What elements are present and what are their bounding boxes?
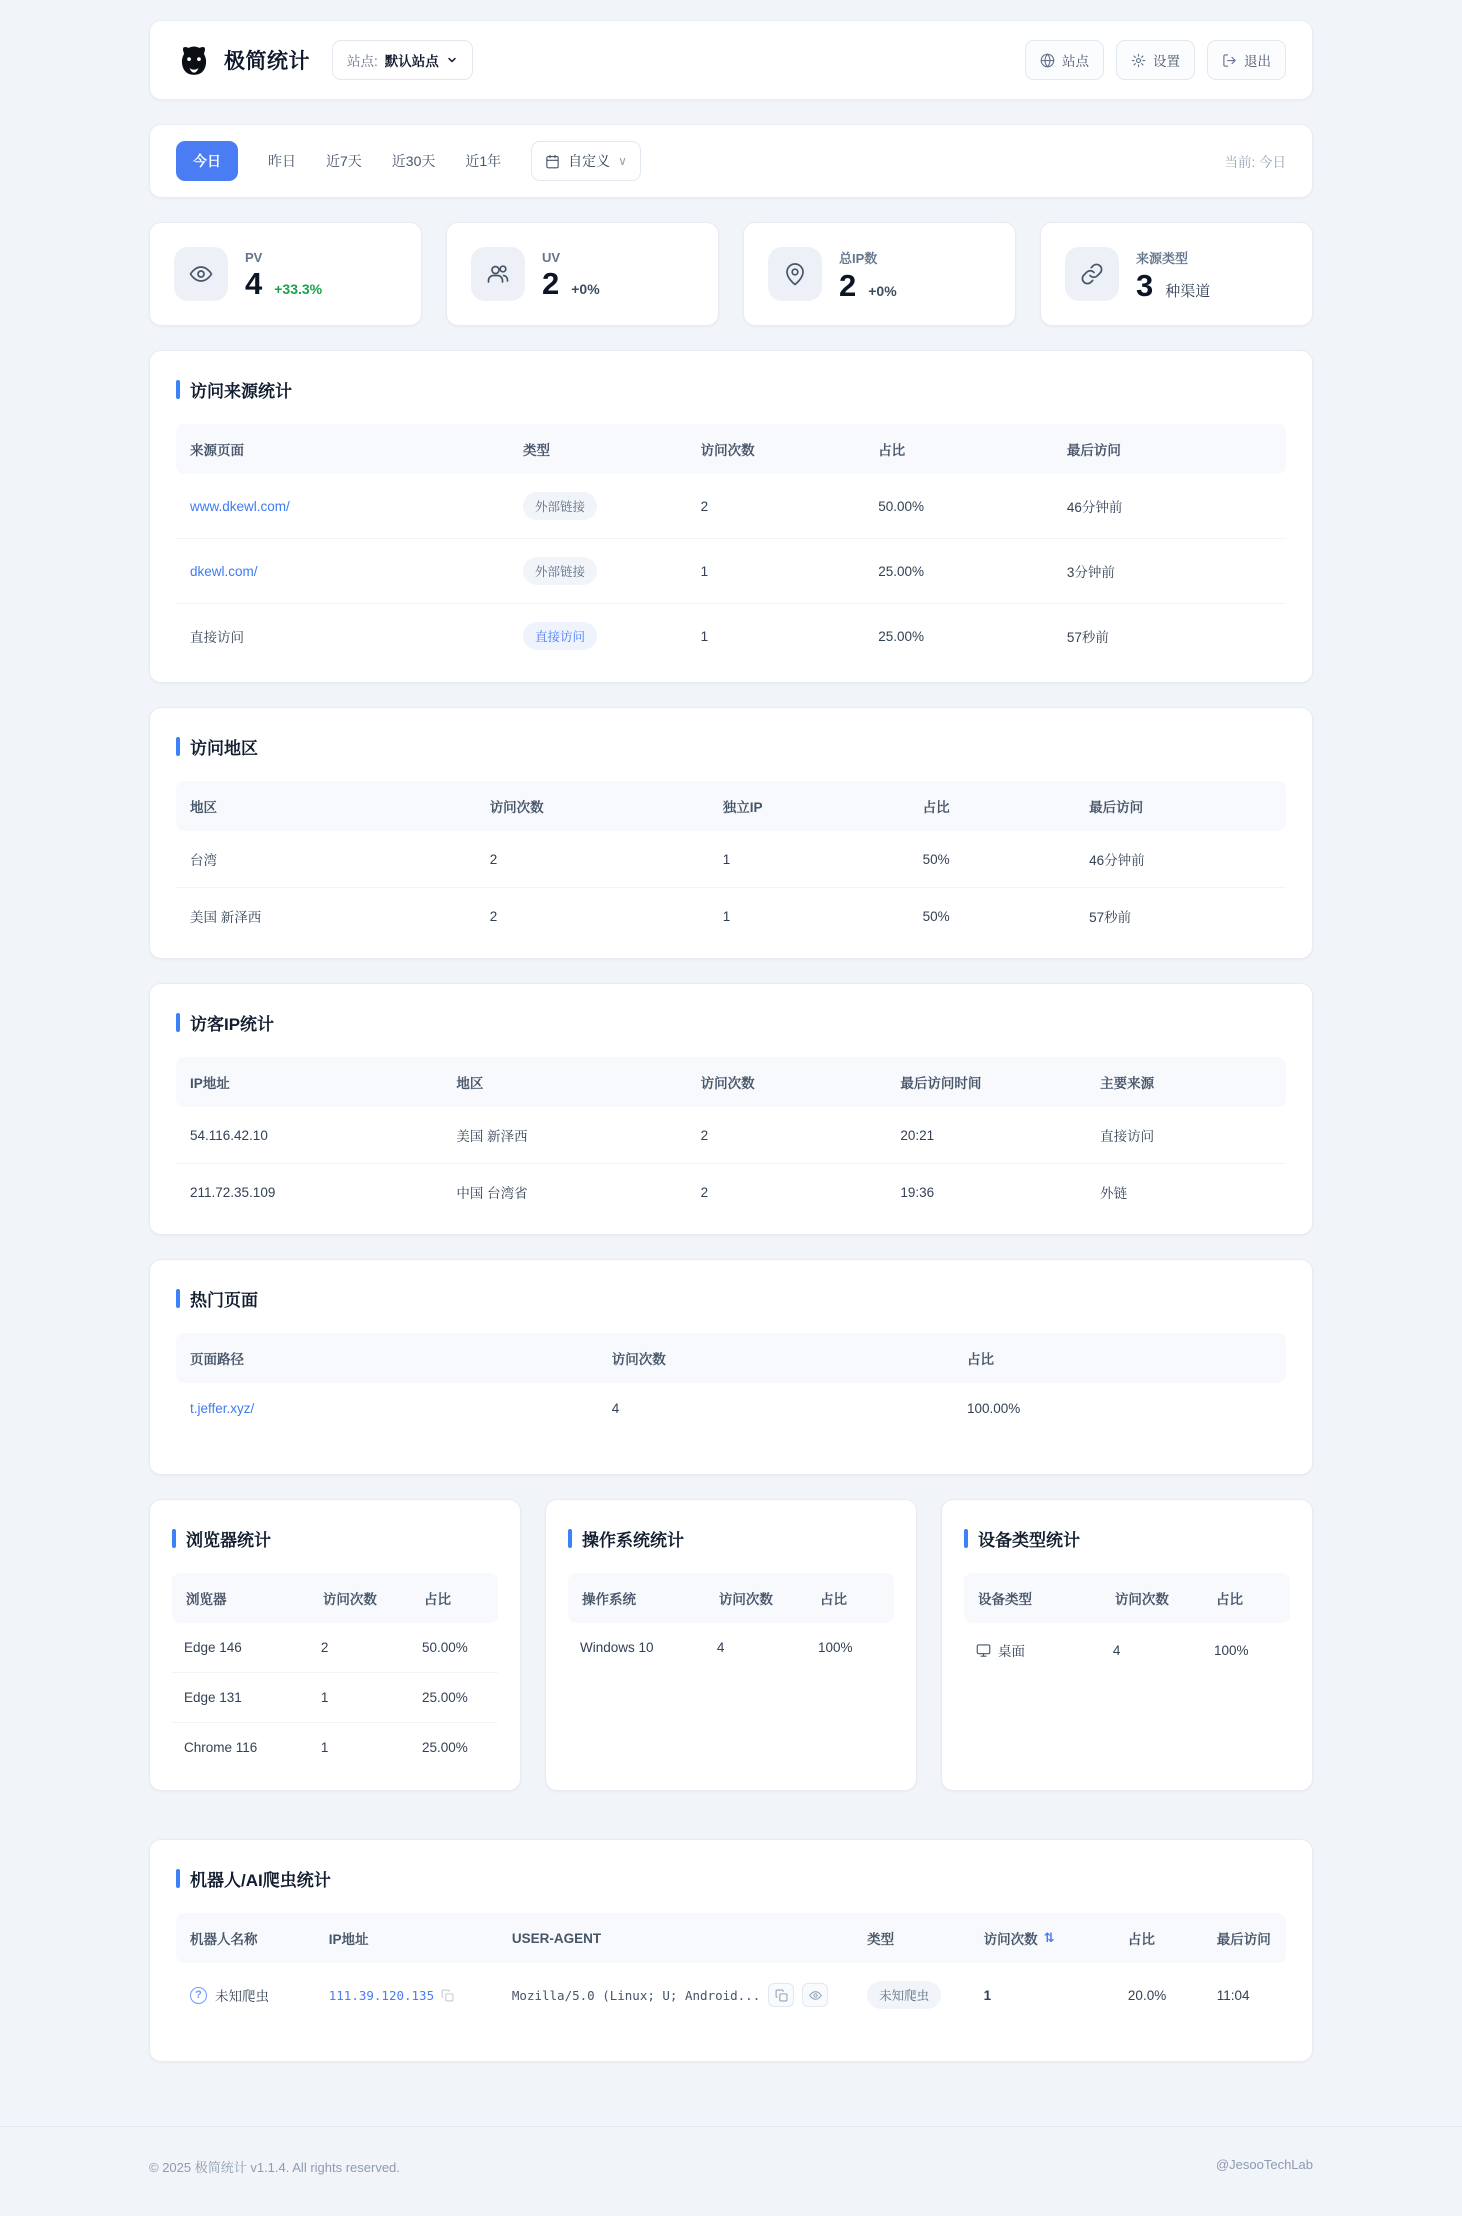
visitor-ip-table	[176, 1057, 1286, 1220]
last-visit-cell: 3分钟前	[1053, 539, 1286, 604]
stat-value: 2	[839, 267, 857, 303]
link-icon	[1065, 247, 1119, 301]
column-header: 操作系统	[568, 1573, 705, 1623]
column-header: 最后访问	[1053, 424, 1286, 474]
column-header: 类型	[853, 1913, 970, 1963]
bot-type-badge: 未知爬虫	[867, 1981, 941, 2009]
section-title: 机器人/AI爬虫统计	[190, 1871, 331, 1890]
percent-cell: 50%	[922, 851, 950, 867]
column-header: 访问次数	[687, 1057, 887, 1107]
visits-cell: 2	[476, 888, 709, 945]
table-row	[176, 1383, 1286, 1434]
column-header-label: 访问次数	[983, 1932, 1038, 1947]
table-row	[568, 1623, 894, 1672]
column-header: 访问次数	[598, 1333, 953, 1383]
tab-today[interactable]: 今日	[176, 141, 238, 181]
copyright-text: © 2025 极简统计 v1.1.4. All rights reserved.	[149, 2160, 400, 2175]
accent-bar	[176, 737, 180, 756]
logout-icon	[1222, 53, 1237, 68]
column-header: 主要来源	[1086, 1057, 1286, 1107]
page-path-link[interactable]: t.jeffer.xyz/	[190, 1401, 255, 1416]
browser-cell: Edge 146	[184, 1640, 242, 1655]
copy-icon[interactable]	[441, 1989, 454, 2002]
last-visit-cell: 46分钟前	[1089, 853, 1145, 868]
map-pin-icon	[768, 247, 822, 301]
tab-7days[interactable]: 近7天	[326, 153, 362, 169]
top-pages-table	[176, 1333, 1286, 1434]
site-selector[interactable]	[332, 40, 473, 80]
bot-ip-cell: 111.39.120.135	[328, 1987, 435, 2003]
bot-name-cell: 未知爬虫	[215, 1989, 269, 2004]
settings-button-label: 设置	[1153, 54, 1180, 69]
last-visit-cell: 46分钟前	[1066, 500, 1123, 515]
accent-bar	[176, 380, 180, 399]
stat-suffix: 种渠道	[1165, 282, 1211, 300]
unique-ip-cell: 1	[722, 851, 731, 867]
percent-cell: 100%	[1213, 1642, 1249, 1658]
stat-cards	[149, 222, 1313, 326]
browser-stats-card	[149, 1499, 521, 1791]
accent-bar	[172, 1529, 176, 1548]
device-cell: 桌面	[998, 1644, 1025, 1659]
current-range-text: 当前: 今日	[1224, 155, 1286, 170]
stat-card-source-types	[1040, 222, 1313, 326]
visits-cell: 4	[716, 1640, 725, 1655]
dashboard-page	[149, 0, 1313, 2062]
percent-cell: 50%	[909, 888, 1076, 945]
percent-cell: 100%	[817, 1640, 853, 1655]
table-row	[176, 1164, 1286, 1221]
visits-cell: 2	[489, 851, 498, 867]
ip-cell: 54.116.42.10	[190, 1127, 268, 1143]
tab-30days[interactable]: 近30天	[391, 153, 436, 169]
breakdown-cards	[149, 1499, 1313, 1791]
section-title: 设备类型统计	[978, 1531, 1080, 1550]
copy-ua-button[interactable]	[768, 1983, 794, 2007]
section-title: 访客IP统计	[190, 1015, 275, 1034]
settings-button[interactable]	[1116, 40, 1195, 80]
device-table	[964, 1573, 1290, 1677]
column-header: 访问次数	[687, 424, 865, 474]
percent-cell: 50.00%	[878, 498, 924, 514]
os-table	[568, 1573, 894, 1672]
users-icon	[471, 247, 525, 301]
source-page-text: 直接访问	[176, 604, 509, 669]
last-visit-cell: 20:21	[900, 1127, 935, 1143]
tab-1year[interactable]: 近1年	[465, 153, 502, 169]
custom-range-label: 自定义	[568, 153, 611, 169]
bots-section	[149, 1839, 1313, 2062]
gear-icon	[1131, 53, 1146, 68]
visits-cell: 2	[700, 1127, 709, 1143]
top-pages-section	[149, 1259, 1313, 1475]
table-row	[176, 888, 1286, 945]
column-header-sortable[interactable]	[970, 1913, 1114, 1963]
footer-brand: @JesooTechLab	[1215, 2157, 1313, 2172]
sites-button-label: 站点	[1062, 54, 1089, 69]
percent-cell: 25.00%	[864, 539, 1053, 604]
main-source-cell: 外链	[1086, 1164, 1286, 1221]
column-header: 地区	[442, 1057, 686, 1107]
globe-icon	[1040, 53, 1055, 68]
column-header: 占比	[909, 781, 1076, 831]
last-visit-cell: 19:36	[886, 1164, 1086, 1221]
column-header: 来源页面	[176, 424, 509, 474]
stat-card-total-ip	[743, 222, 1016, 326]
visits-cell: 1	[687, 539, 865, 604]
column-header: 类型	[509, 424, 687, 474]
help-circle-icon: ?	[190, 1987, 207, 2004]
stat-value: 2	[542, 265, 560, 301]
last-visit-cell: 11:04	[1216, 1987, 1250, 2003]
column-header: 机器人名称	[176, 1913, 315, 1963]
regions-section	[149, 707, 1313, 959]
section-title: 热门页面	[190, 1291, 258, 1310]
table-row	[176, 474, 1286, 539]
tab-yesterday[interactable]: 昨日	[268, 153, 296, 169]
visits-cell: 1	[687, 604, 865, 669]
percent-cell: 20.0%	[1127, 1987, 1167, 2003]
region-cell: 中国 台湾省	[442, 1164, 686, 1221]
stat-delta: +33.3%	[274, 280, 323, 297]
column-header: 占比	[953, 1333, 1286, 1383]
column-header: 占比	[806, 1573, 894, 1623]
sites-button[interactable]	[1025, 40, 1104, 80]
table-row	[176, 1107, 1286, 1164]
stat-card-pv	[149, 222, 422, 326]
regions-table	[176, 781, 1286, 944]
accent-bar	[176, 1869, 180, 1888]
sources-section	[149, 350, 1313, 683]
visits-cell: 2	[700, 498, 709, 514]
os-stats-card	[545, 1499, 917, 1791]
column-header: 最后访问时间	[886, 1057, 1086, 1107]
table-row	[176, 604, 1286, 669]
column-header: 访问次数	[476, 781, 709, 831]
monitor-icon	[976, 1643, 991, 1658]
app-header	[149, 20, 1313, 100]
chevron-down-icon	[446, 54, 458, 66]
page-title: 极简统计	[224, 50, 310, 73]
column-header: IP地址	[315, 1913, 498, 1963]
visits-cell: 1	[309, 1723, 410, 1773]
section-title: 访问来源统计	[190, 382, 292, 401]
column-header: 页面路径	[176, 1333, 598, 1383]
user-agent-cell: Mozilla/5.0 (Linux; U; Android...	[511, 1987, 761, 2003]
view-ua-button[interactable]	[802, 1983, 828, 2007]
accent-bar	[176, 1013, 180, 1032]
footer	[0, 2126, 1462, 2216]
stat-delta: +0%	[868, 282, 897, 299]
table-row	[172, 1673, 498, 1723]
header-actions	[1025, 40, 1286, 80]
table-row	[176, 1963, 1286, 2027]
visits-cell: 4	[1112, 1642, 1121, 1658]
table-row	[176, 539, 1286, 604]
column-header: 占比	[1114, 1913, 1203, 1963]
stat-card-uv	[446, 222, 719, 326]
stat-label: PV	[245, 249, 263, 265]
ip-cell: 211.72.35.109	[176, 1164, 442, 1221]
visitor-ip-section	[149, 983, 1313, 1235]
percent-cell: 25.00%	[410, 1723, 498, 1773]
column-header: 地区	[176, 781, 476, 831]
os-cell: Windows 10	[580, 1640, 654, 1655]
column-header: 访问次数	[705, 1573, 806, 1623]
section-title: 操作系统统计	[582, 1531, 684, 1550]
browser-table	[172, 1573, 498, 1772]
logout-button-label: 退出	[1244, 54, 1271, 69]
column-header: 独立IP	[709, 781, 909, 831]
unique-ip-cell: 1	[709, 888, 909, 945]
visits-cell: 4	[611, 1401, 620, 1416]
region-cell: 美国 新泽西	[176, 888, 476, 945]
table-row	[176, 831, 1286, 888]
browser-cell: Chrome 116	[172, 1723, 309, 1773]
stat-label: UV	[542, 249, 561, 265]
region-cell: 美国 新泽西	[456, 1129, 528, 1144]
last-visit-cell: 57秒前	[1075, 888, 1286, 945]
stat-value: 3	[1136, 267, 1154, 303]
visits-cell: 2	[320, 1640, 329, 1655]
stat-value: 4	[245, 265, 263, 301]
source-page-link[interactable]: dkewl.com/	[190, 563, 258, 579]
column-header: IP地址	[176, 1057, 442, 1107]
percent-cell: 100.00%	[966, 1401, 1021, 1416]
stat-delta: +0%	[571, 280, 600, 297]
date-filter-bar	[149, 124, 1313, 198]
stat-label: 来源类型	[1136, 250, 1189, 266]
accent-bar	[568, 1529, 572, 1548]
section-title: 访问地区	[190, 739, 258, 758]
region-cell: 台湾	[190, 853, 217, 868]
last-visit-cell: 57秒前	[1053, 604, 1286, 669]
browser-cell: Edge 131	[172, 1673, 309, 1723]
main-source-cell: 直接访问	[1100, 1129, 1155, 1144]
column-header: 设备类型	[964, 1573, 1101, 1623]
chevron-down-icon: ∨	[618, 154, 627, 168]
site-selector-label: 站点:	[347, 54, 378, 69]
percent-cell: 50.00%	[421, 1640, 468, 1655]
sort-icon[interactable]: ⇅	[1043, 1930, 1055, 1945]
device-stats-card	[941, 1499, 1313, 1791]
column-header: 占比	[1202, 1573, 1290, 1623]
eye-icon	[174, 247, 228, 301]
logout-button[interactable]	[1207, 40, 1286, 80]
visits-cell: 1	[309, 1673, 410, 1723]
percent-cell: 25.00%	[410, 1673, 498, 1723]
column-header: 占比	[864, 424, 1053, 474]
section-title: 浏览器统计	[186, 1531, 271, 1550]
site-selector-value: 默认站点	[384, 54, 439, 69]
visits-cell: 1	[983, 1987, 992, 2003]
column-header: 最后访问	[1075, 781, 1286, 831]
custom-range-button[interactable]	[531, 141, 641, 181]
source-page-link[interactable]: www.dkewl.com/	[190, 498, 290, 514]
percent-cell: 25.00%	[864, 604, 1053, 669]
source-type-badge: 外部链接	[523, 492, 597, 520]
table-row	[964, 1623, 1290, 1677]
stat-label: 总IP数	[839, 250, 878, 266]
column-header: USER-AGENT	[498, 1913, 853, 1963]
sources-table	[176, 424, 1286, 668]
source-type-badge: 外部链接	[523, 557, 597, 585]
table-row	[172, 1723, 498, 1773]
app-logo-icon	[176, 42, 212, 78]
eye-icon	[809, 1989, 822, 2002]
column-header: 访问次数	[309, 1573, 410, 1623]
column-header: 浏览器	[172, 1573, 309, 1623]
accent-bar	[964, 1529, 968, 1548]
source-type-badge: 直接访问	[523, 622, 597, 650]
column-header: 访问次数	[1101, 1573, 1202, 1623]
table-row	[172, 1623, 498, 1673]
calendar-icon	[545, 154, 560, 169]
column-header: 最后访问	[1203, 1913, 1286, 1963]
bots-table	[176, 1913, 1286, 2027]
column-header: 占比	[410, 1573, 498, 1623]
visits-cell: 2	[687, 1164, 887, 1221]
accent-bar	[176, 1289, 180, 1308]
